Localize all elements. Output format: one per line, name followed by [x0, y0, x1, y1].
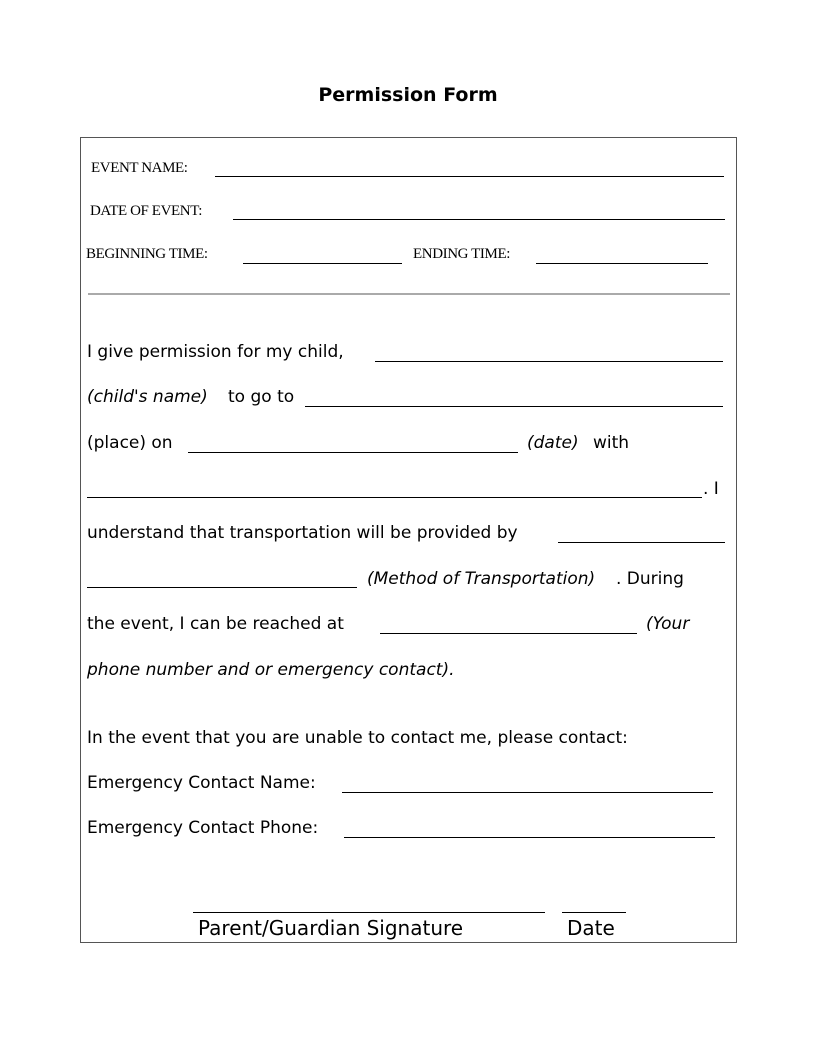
during-text: . During: [616, 569, 684, 589]
go-to-text: to go to: [228, 387, 295, 407]
line-4-end: . I: [703, 479, 719, 499]
event-name-field[interactable]: [215, 176, 724, 177]
signature-line[interactable]: [193, 912, 545, 913]
date-field[interactable]: [188, 452, 518, 453]
place-on-text: (place) on: [87, 433, 173, 453]
transportation-field-continued[interactable]: [87, 587, 357, 588]
childs-name-note: (child's name): [87, 387, 208, 407]
reach-phone-field[interactable]: [380, 633, 637, 634]
parent-signature-label: Parent/Guardian Signature: [198, 916, 464, 940]
emergency-phone-field[interactable]: [344, 837, 715, 838]
emergency-name-label: Emergency Contact Name:: [87, 773, 316, 793]
ending-time-field[interactable]: [536, 263, 708, 264]
form-title: Permission Form: [318, 84, 498, 106]
your-note: (Your: [646, 614, 690, 634]
signature-date-label: Date: [567, 916, 615, 940]
emergency-intro: In the event that you are unable to contact me, please contact:: [87, 728, 628, 748]
transportation-field[interactable]: [558, 542, 725, 543]
event-name-label: EVENT NAME:: [91, 160, 188, 176]
child-name-field[interactable]: [375, 361, 723, 362]
place-field[interactable]: [305, 406, 723, 407]
signature-date-line[interactable]: [562, 912, 626, 913]
beginning-time-label: BEGINNING TIME:: [86, 246, 208, 262]
reached-at-text: the event, I can be reached at: [87, 614, 344, 634]
with-whom-field[interactable]: [87, 497, 702, 498]
method-of-transportation-note: (Method of Transportation): [367, 569, 596, 589]
date-of-event-field[interactable]: [233, 219, 725, 220]
phone-contact-note: phone number and or emergency contact).: [87, 660, 455, 680]
emergency-name-field[interactable]: [342, 792, 713, 793]
section-divider: [88, 293, 730, 295]
transportation-text: understand that transportation will be provided by: [87, 523, 518, 543]
date-note: (date): [527, 433, 579, 453]
beginning-time-field[interactable]: [243, 263, 402, 264]
permission-line-1: I give permission for my child,: [87, 342, 344, 362]
with-text: with: [593, 433, 630, 453]
date-of-event-label: DATE OF EVENT:: [90, 203, 202, 219]
ending-time-label: ENDING TIME:: [413, 246, 510, 262]
emergency-phone-label: Emergency Contact Phone:: [87, 818, 319, 838]
